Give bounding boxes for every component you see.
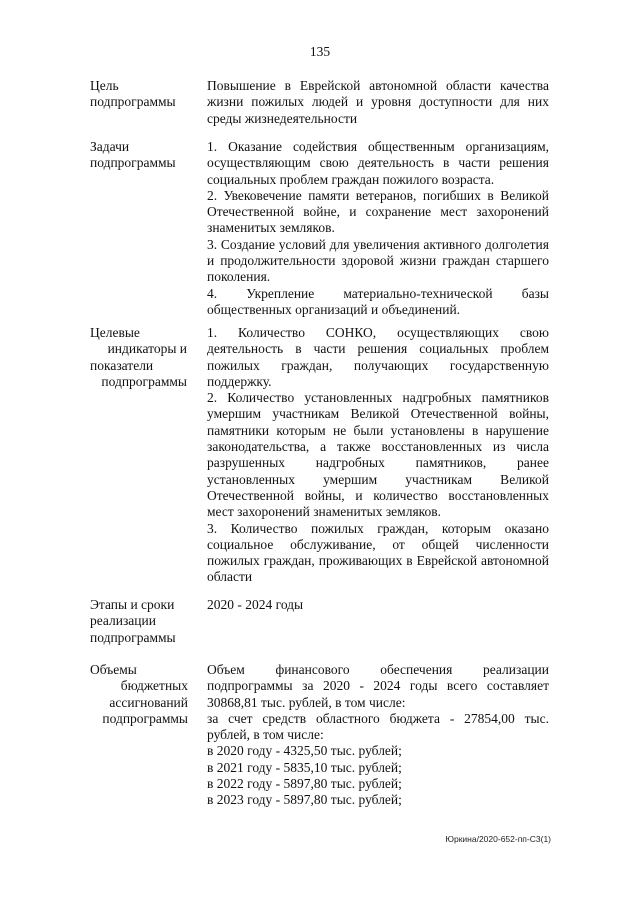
funding-year-line: в 2020 году - 4325,50 тыс. рублей; — [207, 743, 402, 759]
tasks-label-line: Задачи — [90, 139, 130, 154]
tasks-label — [90, 139, 200, 172]
tasks-content — [207, 139, 549, 318]
funding-content — [207, 662, 549, 809]
funding-year-line: в 2022 году - 5897,80 тыс. рублей; — [207, 776, 402, 792]
indicators-content — [207, 325, 549, 586]
funding-year-line: в 2021 году - 5835,10 тыс. рублей; — [207, 759, 402, 775]
task-item: 2. Увековечение памяти ветеранов, погибших в Великой Отечественной войне, и сохранение мест захоронений знаменитых земляков. — [207, 187, 549, 236]
task-item: 4. Укрепление материально-технической базы общественных организаций и объединений. — [207, 285, 549, 317]
funding-paragraph: за счет средств областного бюджета - 27854,00 тыс. рублей, в том числе: — [207, 710, 549, 743]
tasks-label-line: подпрограммы — [90, 155, 176, 171]
indicators-label-line: показатели — [90, 357, 154, 373]
stages-content — [207, 597, 549, 613]
indicators-label-line: подпрограммы — [101, 373, 187, 389]
stages-label-line: подпрограммы — [90, 629, 176, 645]
funding-label-line: Объемы — [90, 662, 137, 677]
goal-paragraph: Повышение в Еврейской автономной области качества жизни пожилых людей и уровня доступности для них среды жизнедеятельности — [207, 78, 549, 126]
stages-label — [90, 597, 200, 646]
page-number: 135 — [309, 44, 331, 59]
goal-content — [207, 78, 549, 127]
indicators-label — [90, 325, 187, 390]
funding-label-line: подпрограммы — [102, 710, 188, 726]
funding-label — [90, 662, 188, 727]
indicator-item: 3. Количество пожилых граждан, которым оказано социальное обслуживание, от общей численности пожилых граждан, проживающих в Еврейской автономной области — [207, 520, 549, 585]
funding-year-line: в 2023 году - 5897,80 тыс. рублей; — [207, 792, 402, 808]
stages-label-line: Этапы и сроки — [90, 597, 175, 612]
goal-label-line: подпрограммы — [90, 94, 176, 110]
indicator-item: 2. Количество установленных надгробных памятников умершим участникам Великой Отечественной войны, памятники которым не были установлены в нарушение законодательства, а также восстановленных из числа разрушенных надгробных памятников, ранее установленных умершим участникам Великой Отечественной войны, и количество восстановленных мест захоронений знаменитых земляков. — [207, 390, 549, 520]
task-item: 1. Оказание содействия общественным организациям, осуществляющим свою деятельность в части решения социальных проблем граждан пожилого возраста. — [207, 139, 549, 187]
stages-label-line: реализации — [90, 613, 156, 629]
indicator-item: 1. Количество СОНКО, осуществляющих свою деятельность в части решения социальных проблем пожилых граждан, получающих государственную поддержку. — [207, 325, 549, 389]
task-item: 3. Создание условий для увеличения активного долголетия и продолжительности здоровой жизни граждан старшего поколения. — [207, 236, 549, 285]
document-code: Юркина/2020-652-пп-С3(1) — [445, 834, 551, 844]
funding-label-line: ассигнований — [109, 694, 188, 710]
indicators-label-line: Целевые — [90, 325, 140, 340]
goal-label — [90, 78, 200, 111]
funding-label-line: бюджетных — [120, 678, 188, 694]
funding-paragraph: Объем финансового обеспечения реализации подпрограммы за 2020 - 2024 годы всего составляет 30868,81 тыс. рублей, в том числе: — [207, 662, 549, 710]
indicators-label-line: индикаторы и — [107, 341, 187, 357]
goal-label-line: Цель — [90, 78, 119, 93]
stages-value: 2020 - 2024 годы — [207, 597, 304, 612]
